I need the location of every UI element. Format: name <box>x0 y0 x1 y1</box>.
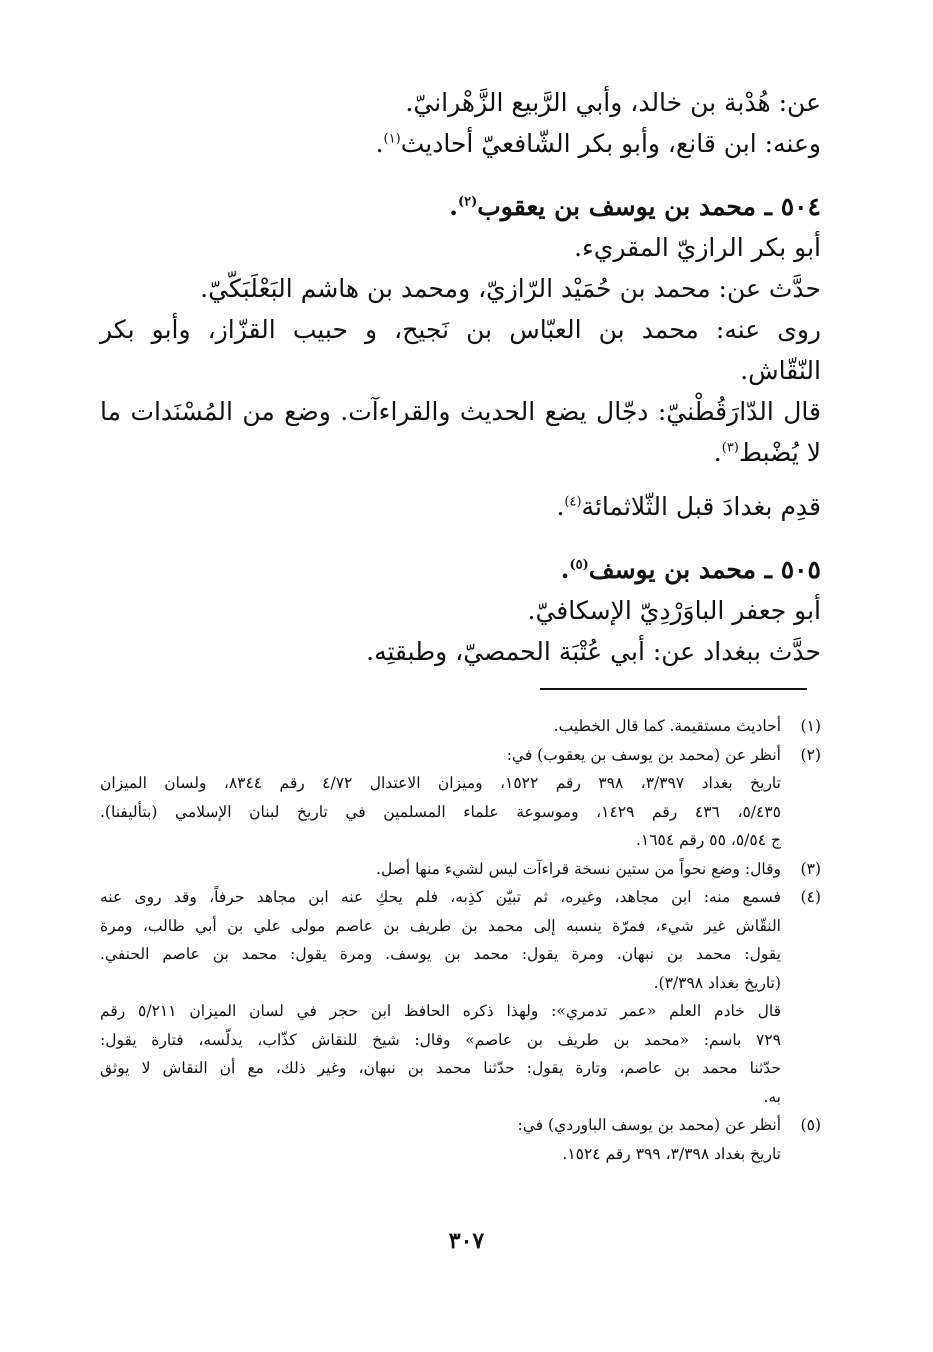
main-text <box>100 82 821 672</box>
footnote-line: النقّاش غير شيء، فمرّة ينسبه إلى محمد بن طريف بن عاصم مولى علي بن أبي طالب، ومرة <box>100 916 781 935</box>
line-end: . <box>449 192 458 221</box>
text-line <box>100 486 821 527</box>
footnote-line: تاريخ بغداد ٣/٣٩٧، ٣٩٨ رقم ١٥٢٢، وميزان الاعتدال ٤/٧٢ رقم ٨٣٤٤، ولسان الميزان <box>100 774 781 792</box>
entry-heading-505 <box>100 549 821 590</box>
footnote-line: فسمع منه: ابن مجاهد، وغيره، ثم تبيّن كذِبه، فلم يحكِ عنه ابن مجاهد حرفاً، وقد روى عنه <box>100 888 781 906</box>
line-text: لا يُضْبط <box>738 438 821 467</box>
footnote-ref[interactable]: (٣) <box>721 440 739 456</box>
footnote-line: تاريخ بغداد ٣/٣٩٨، ٣٩٩ رقم ١٥٢٤. <box>562 1144 781 1163</box>
line-text: قدِم بغدادَ قبل الثّلاثمائة <box>581 492 821 521</box>
footnote-5 <box>100 1111 821 1168</box>
footnote-line: وقال: وضع نحواً من ستين نسخة قراءآت ليس لشيء منها أصل. <box>376 859 781 878</box>
footnotes <box>100 712 821 1168</box>
footnote-line: ٥/٤٣٥، ٤٣٦ رقم ١٤٢٩، وموسوعة علماء المسلمين في تاريخ لبنان الإسلامي (بتأليفنا). <box>100 802 781 821</box>
footnote-3 <box>100 855 821 884</box>
footnote-separator <box>540 688 807 690</box>
text-line <box>100 350 821 391</box>
text-line <box>100 432 821 473</box>
footnote-ref[interactable]: (٤) <box>564 494 582 510</box>
line-text: قال الدّارَقُطْنيّ: دجّال يضع الحديث والقراءآت. وضع من المُسْنَدات ما <box>100 397 821 426</box>
text-line <box>100 123 821 164</box>
footnote-line: أنظر عن (محمد بن يوسف الباوردي) في: <box>517 1116 781 1134</box>
line-text: عن: هُدْبة بن خالد، وأبي الرَّبيع الزَّهْرانيّ. <box>405 88 821 117</box>
line-end: . <box>375 129 384 158</box>
heading-text: ٥٠٤ ـ محمد بن يوسف بن يعقوب <box>477 192 821 221</box>
footnote-line: (تاريخ بغداد ٣/٣٩٨). <box>653 973 781 992</box>
footnote-line: أحاديث مستقيمة. كما قال الخطيب. <box>553 717 781 735</box>
line-text: حدَّث عن: محمد بن حُمَيْد الرّازيّ، ومحمد بن هاشم البَعْلَبَكّيّ. <box>200 274 821 303</box>
text-line <box>100 268 821 309</box>
footnote-ref[interactable]: (٢) <box>457 194 478 210</box>
footnote-ref[interactable]: (١) <box>383 131 401 147</box>
text-line <box>100 590 821 631</box>
footnote-line: قال خادم العلم «عمر تدمري»: ولهذا ذكره الحافظ ابن حجر في لسان الميزان ٥/٢١١ رقم <box>100 1002 781 1020</box>
footnote-4 <box>100 883 821 1111</box>
footnote-line: أنظر عن (محمد بن يوسف بن يعقوب) في: <box>506 745 781 764</box>
text-line <box>100 82 821 123</box>
footnote-ref[interactable]: (٥) <box>569 557 589 573</box>
footnote-number: (٥) <box>800 1116 821 1134</box>
footnote-number: (٢) <box>800 745 821 764</box>
footnote-line: ج ٥/٥٤، ٥٥ رقم ١٦٥٤. <box>635 831 781 849</box>
heading-text: ٥٠٥ ـ محمد بن يوسف <box>588 555 821 584</box>
text-line <box>100 631 821 672</box>
footnote-1 <box>100 712 821 741</box>
line-end: . <box>556 492 565 521</box>
line-text: روى عنه: محمد بن العبّاس بن نَجيح، و حبيب القزّاز، وأبو بكر <box>100 315 821 344</box>
line-end: . <box>713 438 722 467</box>
text-line <box>100 309 821 350</box>
page-number: ٣٠٧ <box>448 1228 485 1254</box>
footnote-line: يقول: محمد بن نبهان. ومرة يقول: محمد بن يوسف. ومرة يقول: محمد بن عاصم الحنفي. <box>100 945 781 963</box>
footnote-line: به. <box>763 1087 781 1106</box>
text-line <box>100 227 821 268</box>
footnote-line: ٧٢٩ باسم: «محمد بن طريف بن عاصم» وقال: شيخ للنقاش كذّاب، يدلّسه، فتارة يقول: <box>100 1030 781 1049</box>
text-line <box>100 391 821 432</box>
line-text: وعنه: ابن قانع، وأبو بكر الشّافعيّ أحاديث <box>400 129 821 158</box>
entry-heading-504 <box>100 186 821 227</box>
footnote-number: (١) <box>800 717 821 735</box>
footnote-number: (٤) <box>800 888 821 906</box>
line-text: حدَّث ببغداد عن: أبي عُتْبَة الحمصيّ، وطبقتِه. <box>366 637 821 666</box>
line-text: النّقّاش. <box>740 356 821 385</box>
footnote-line: حدّثنا محمد بن عاصم، وتارة يقول: حدّثنا محمد بن نبهان، وغير ذلك، مع أن النقاش لا يوثق <box>100 1059 781 1077</box>
line-text: أبو بكر الرازيّ المقريء. <box>574 233 821 262</box>
line-text: أبو جعفر الباوَرْدِيّ الإسكافيّ. <box>527 596 821 625</box>
line-end: . <box>560 555 570 584</box>
footnote-number: (٣) <box>800 859 821 878</box>
footnote-2 <box>100 741 821 855</box>
